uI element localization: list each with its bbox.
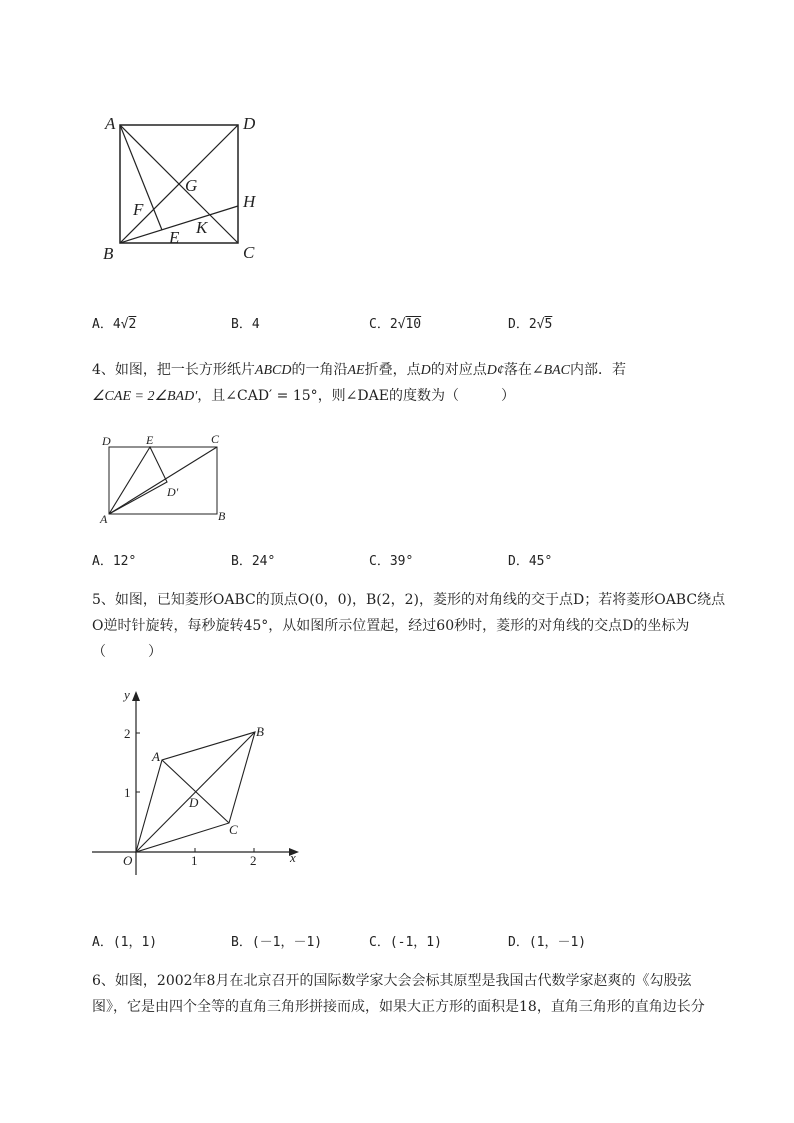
label-D: D xyxy=(243,114,256,133)
axis-label-y: y xyxy=(124,687,130,702)
q4-figure xyxy=(95,428,245,528)
q3-option-a[interactable]: A．4√2 xyxy=(92,317,137,332)
label-B: B xyxy=(256,724,264,739)
label-O: O xyxy=(123,853,133,868)
q4-option-d[interactable]: D．45° xyxy=(508,554,553,569)
label-B: B xyxy=(103,244,114,263)
label-G: G xyxy=(185,176,198,195)
q4-option-c[interactable]: C．39° xyxy=(369,554,414,569)
q3-figure xyxy=(95,108,275,268)
q5-option-d[interactable]: D．(1，－1) xyxy=(508,935,587,950)
label-C: C xyxy=(243,243,255,262)
label-F: F xyxy=(133,200,144,219)
q4-line-2: ∠CAE = 2∠BAD′，且∠CAD′ = 15°，则∠DAE的度数为（ ） xyxy=(92,388,515,404)
tick-label-y-2: 2 xyxy=(124,726,131,741)
label-D: D xyxy=(102,434,111,448)
q3-option-d[interactable]: D．2√5 xyxy=(508,317,553,332)
axis-label-x: x xyxy=(290,850,296,865)
q5-option-c[interactable]: C．(-1，1) xyxy=(369,935,442,950)
label-A: A xyxy=(105,114,116,133)
label-D-prime: D′ xyxy=(167,485,179,499)
label-A: A xyxy=(100,512,108,526)
tick-label-y-1: 1 xyxy=(124,785,131,800)
label-B: B xyxy=(218,509,226,523)
q5-option-a[interactable]: A．(1，1) xyxy=(92,935,158,950)
q4-option-a[interactable]: A．12° xyxy=(92,554,137,569)
label-C: C xyxy=(211,432,220,446)
label-E: E xyxy=(169,228,180,247)
label-C: C xyxy=(229,822,238,837)
label-E: E xyxy=(146,433,154,447)
tick-label-x-2: 2 xyxy=(250,853,257,868)
q5-option-b[interactable]: B．(－1，－1) xyxy=(231,935,323,950)
label-H: H xyxy=(243,192,256,211)
q3-option-c[interactable]: C．2√10 xyxy=(369,317,422,332)
label-K: K xyxy=(196,218,208,237)
q5-line-2: O逆时针旋转，每秒旋转45°，从如图所示位置起，经过60秒时，菱形的对角线的交点D的坐标为 xyxy=(92,618,690,634)
q5-line-3: （ ） xyxy=(92,644,162,660)
label-D: D xyxy=(189,795,199,810)
tick-label-x-1: 1 xyxy=(191,853,198,868)
label-A: A xyxy=(152,749,160,764)
q3-option-b[interactable]: B．4 xyxy=(231,317,260,332)
q5-line-1: 5、如图，已知菱形OABC的顶点O(0，0)，B(2，2)，菱形的对角线的交于点D；若将菱形OABC绕点 xyxy=(92,592,726,608)
q4-line-1: 4、如图，把一长方形纸片ABCD的一角沿AE折叠，点D的对应点D¢落在∠BAC内部．若 xyxy=(92,362,627,378)
q5-figure xyxy=(90,685,310,875)
q4-option-b[interactable]: B．24° xyxy=(231,554,276,569)
q6-line-1: 6、如图，2002年8月在北京召开的国际数学家大会会标其原型是我国古代数学家赵爽的《勾股弦 xyxy=(92,973,692,989)
q6-line-2: 图》，它是由四个全等的直角三角形拼接而成，如果大正方形的面积是18，直角三角形的直角边长分 xyxy=(92,999,705,1015)
